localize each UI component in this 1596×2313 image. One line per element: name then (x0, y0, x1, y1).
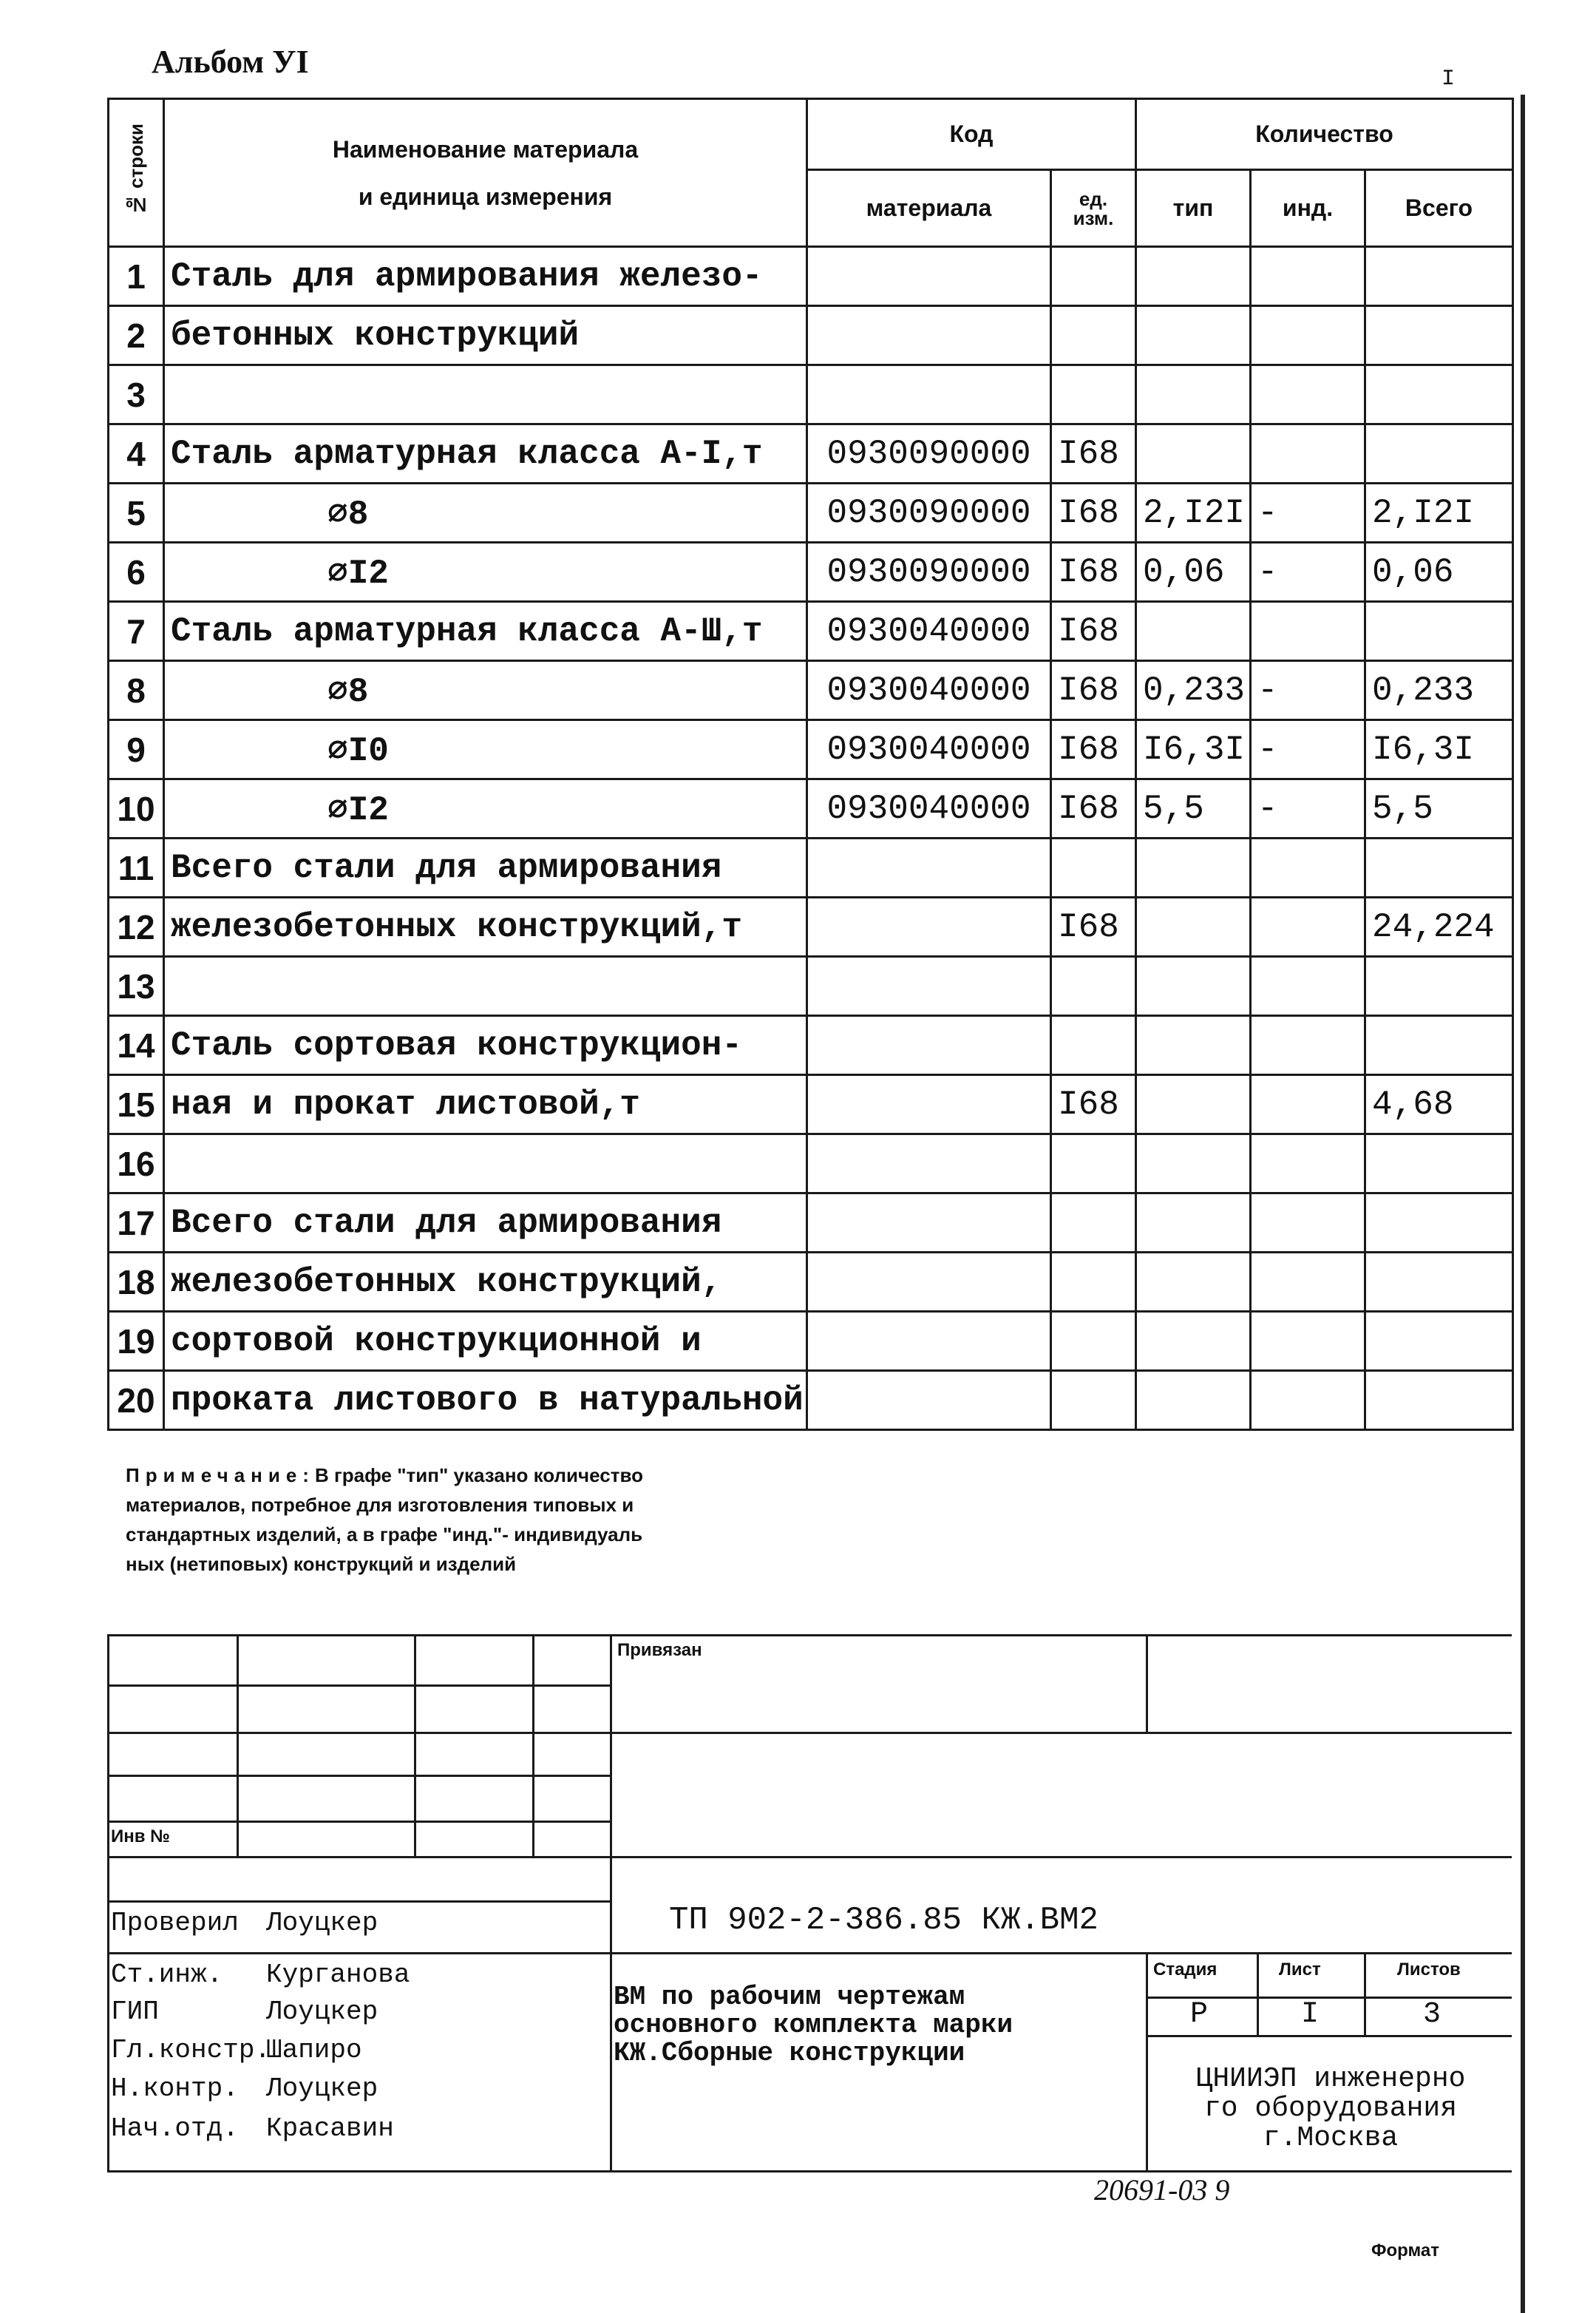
qty-ind: - (1251, 661, 1365, 720)
note-line-3: стандартных изделий, а в графе "инд."- индивидуаль (126, 1523, 643, 1545)
stamp-grid-line (107, 1900, 610, 1903)
material-code (807, 1193, 1051, 1253)
qty-typ: 0,233 (1136, 661, 1251, 720)
name-header: Наименование материала и единица измерения (164, 99, 807, 247)
qty-typ (1136, 1371, 1251, 1430)
qty-typ (1136, 1134, 1251, 1193)
material-name: Сталь арматурная класса А-I,т (164, 424, 807, 484)
qty-total (1365, 306, 1513, 365)
material-code: 0930040000 (807, 779, 1051, 839)
qty-ind (1251, 306, 1365, 365)
qty-total (1365, 1371, 1513, 1430)
material-code (807, 839, 1051, 898)
stamp-grid-line (107, 1821, 610, 1823)
table-row (109, 484, 1513, 543)
material-code (807, 1371, 1051, 1430)
format-label: Формат (1371, 2241, 1440, 2260)
unit-code: I68 (1051, 779, 1136, 839)
table-row (109, 898, 1513, 957)
page-mark: I (1442, 67, 1456, 92)
qty-total (1365, 1016, 1513, 1075)
signature-name: Шапиро (266, 2035, 362, 2065)
material-name: Всего стали для армирования (164, 1193, 807, 1253)
qty-ind: - (1251, 779, 1365, 839)
row-number: 19 (109, 1312, 164, 1371)
row-number: 18 (109, 1253, 164, 1312)
material-code: 0930090000 (807, 424, 1051, 484)
code-header: Код (807, 99, 1136, 170)
qty-total: 2,I2I (1365, 484, 1513, 543)
album-label: Альбом УI (152, 44, 309, 80)
stamp-top-line (107, 1634, 1512, 1636)
table-row (109, 1253, 1513, 1312)
qty-total (1365, 247, 1513, 306)
signature-name: Лоуцкер (266, 1997, 378, 2027)
material-code: 0930090000 (807, 543, 1051, 602)
sheets-value: 3 (1423, 1998, 1442, 2031)
material-name: Всего стали для армирования (164, 839, 807, 898)
stamp-grid-line (107, 1732, 1512, 1734)
qty-typ (1136, 1075, 1251, 1134)
unit-code (1051, 957, 1136, 1016)
stamp-grid-line (414, 1634, 416, 1856)
row-number: 3 (109, 365, 164, 424)
sheet-label: Лист (1279, 1960, 1321, 1980)
qty-typ (1136, 1193, 1251, 1253)
table-row (109, 543, 1513, 602)
material-code: 0930090000 (807, 484, 1051, 543)
signature-name: Курганова (266, 1960, 410, 1990)
stage-label: Стадия (1153, 1960, 1218, 1980)
material-name: ∅I2 (164, 543, 807, 602)
qty-ind (1251, 1371, 1365, 1430)
qty-typ (1136, 247, 1251, 306)
qty-typ (1136, 957, 1251, 1016)
material-code: 0930040000 (807, 602, 1051, 661)
row-number: 12 (109, 898, 164, 957)
qty-ind: - (1251, 543, 1365, 602)
unit-code: I68 (1051, 661, 1136, 720)
unit-code: I68 (1051, 720, 1136, 779)
unit-code (1051, 839, 1136, 898)
signature-name: Лоуцкер (266, 2073, 378, 2104)
row-number: 10 (109, 779, 164, 839)
unit-code: I68 (1051, 898, 1136, 957)
note-line-1: В графе "тип" указано количество (314, 1464, 643, 1486)
qty-ind (1251, 1134, 1365, 1193)
material-name (164, 365, 807, 424)
unit-code (1051, 306, 1136, 365)
qty-ind (1251, 1016, 1365, 1075)
material-code (807, 365, 1051, 424)
material-name (164, 1134, 807, 1193)
stamp-grid-line (1146, 1634, 1148, 1732)
material-name: Сталь для армирования железо- (164, 247, 807, 306)
material-name: ∅8 (164, 661, 807, 720)
qty-ind (1251, 424, 1365, 484)
table-row (109, 424, 1513, 484)
unit-code (1051, 247, 1136, 306)
row-number: 6 (109, 543, 164, 602)
org-line-2: го оборудования (1203, 2093, 1458, 2124)
row-number: 8 (109, 661, 164, 720)
stamp-grid-line (532, 1634, 534, 1856)
qty-ind (1251, 365, 1365, 424)
qty-ind (1251, 839, 1365, 898)
material-code: 0930040000 (807, 720, 1051, 779)
code-material-header: материала (807, 170, 1051, 247)
material-name: бетонных конструкций (164, 306, 807, 365)
table-row (109, 1193, 1513, 1253)
signature-role: Проверил (111, 1908, 239, 1938)
qty-ind (1251, 1075, 1365, 1134)
signature-name: Красавин (266, 2113, 394, 2144)
stamp-grid-line (107, 1856, 1512, 1858)
material-code (807, 1134, 1051, 1193)
note-line-4: ных (нетиповых) конструкций и изделий (126, 1553, 517, 1575)
code-unit-header: ед. изм. (1051, 170, 1136, 247)
unit-code: I68 (1051, 484, 1136, 543)
unit-code (1051, 1016, 1136, 1075)
qty-typ (1136, 898, 1251, 957)
privyazan-label: Привязан (617, 1640, 702, 1660)
stamp-bottom-line (107, 2170, 1512, 2173)
qty-ind (1251, 1253, 1365, 1312)
material-code (807, 957, 1051, 1016)
table-row (109, 661, 1513, 720)
material-name: ная и прокат листовой,т (164, 1075, 807, 1134)
qty-total (1365, 602, 1513, 661)
table-row (109, 720, 1513, 779)
table-row (109, 306, 1513, 365)
material-code: 0930040000 (807, 661, 1051, 720)
qty-total (1365, 957, 1513, 1016)
qty-total: I6,3I (1365, 720, 1513, 779)
signature-role: Ст.инж. (111, 1960, 223, 1990)
material-code (807, 1253, 1051, 1312)
title-line-1: ВМ по рабочим чертежам (614, 1982, 965, 2012)
qty-typ: 0,06 (1136, 543, 1251, 602)
material-name: проката листового в натуральной (164, 1371, 807, 1430)
qty-total (1365, 365, 1513, 424)
stamp-grid-line (237, 1634, 239, 1856)
qty-total: 5,5 (1365, 779, 1513, 839)
qty-total-header: Всего (1365, 170, 1513, 247)
unit-code: I68 (1051, 1075, 1136, 1134)
qty-total: 24,224 (1365, 898, 1513, 957)
signature-role: Гл.констр. (111, 2035, 271, 2065)
org-line-1: ЦНИИЭП инженерно (1195, 2063, 1466, 2095)
qty-ind (1251, 602, 1365, 661)
title-line-3: КЖ.Сборные конструкции (614, 2038, 965, 2068)
qty-total (1365, 1193, 1513, 1253)
qty-total (1365, 1253, 1513, 1312)
row-number: 15 (109, 1075, 164, 1134)
row-number: 4 (109, 424, 164, 484)
unit-code (1051, 365, 1136, 424)
materials-table (107, 98, 1514, 1431)
stamp-grid-line (1257, 1952, 1259, 2035)
qty-total: 0,233 (1365, 661, 1513, 720)
qty-typ-header: тип (1136, 170, 1251, 247)
sheets-label: Листов (1397, 1960, 1461, 1980)
material-name: Сталь сортовая конструкцион- (164, 1016, 807, 1075)
archive-number: 20691-03 9 (1094, 2173, 1230, 2207)
unit-code: I68 (1051, 424, 1136, 484)
row-number: 11 (109, 839, 164, 898)
qty-ind (1251, 247, 1365, 306)
row-number: 2 (109, 306, 164, 365)
material-name: сортовой конструкционной и (164, 1312, 807, 1371)
qty-total: 4,68 (1365, 1075, 1513, 1134)
inv-number-label: Инв № (111, 1826, 170, 1846)
table-row (109, 1016, 1513, 1075)
qty-ind (1251, 1312, 1365, 1371)
qty-total (1365, 424, 1513, 484)
material-code (807, 306, 1051, 365)
row-number: 5 (109, 484, 164, 543)
qty-ind (1251, 1193, 1365, 1253)
row-number: 14 (109, 1016, 164, 1075)
note-title: Примечание: (126, 1464, 315, 1486)
qty-ind (1251, 898, 1365, 957)
row-number: 9 (109, 720, 164, 779)
note-block (126, 1460, 1161, 1579)
qty-typ (1136, 365, 1251, 424)
document-title (614, 1983, 1013, 2068)
stamp-grid-line (1146, 2035, 1512, 2037)
unit-code (1051, 1253, 1136, 1312)
qty-typ (1136, 602, 1251, 661)
material-code (807, 1312, 1051, 1371)
row-number: 16 (109, 1134, 164, 1193)
unit-code (1051, 1312, 1136, 1371)
table-row (109, 1134, 1513, 1193)
material-name (164, 957, 807, 1016)
org-line-3: г.Москва (1263, 2122, 1399, 2154)
stamp-grid-line (107, 1634, 109, 2170)
qty-typ: 2,I2I (1136, 484, 1251, 543)
unit-code (1051, 1134, 1136, 1193)
row-number: 7 (109, 602, 164, 661)
table-row (109, 957, 1513, 1016)
table-row (109, 1075, 1513, 1134)
unit-code: I68 (1051, 543, 1136, 602)
unit-code: I68 (1051, 602, 1136, 661)
table-row (109, 1312, 1513, 1371)
row-number: 20 (109, 1371, 164, 1430)
table-row (109, 779, 1513, 839)
quantity-header: Количество (1136, 99, 1513, 170)
row-number: 13 (109, 957, 164, 1016)
qty-total (1365, 1312, 1513, 1371)
qty-typ (1136, 1016, 1251, 1075)
material-code (807, 1075, 1051, 1134)
material-name: железобетонных конструкций, (164, 1253, 807, 1312)
qty-typ: I6,3I (1136, 720, 1251, 779)
stamp-grid-line (1364, 1952, 1366, 2035)
table-row (109, 839, 1513, 898)
qty-typ (1136, 306, 1251, 365)
row-number: 17 (109, 1193, 164, 1253)
document-number: ТП 902-2-386.85 КЖ.ВМ2 (669, 1902, 1098, 1939)
material-code (807, 898, 1051, 957)
qty-ind-header: инд. (1251, 170, 1365, 247)
stamp-grid-line (610, 1634, 612, 2170)
stage-value: Р (1190, 1998, 1209, 2031)
qty-typ (1136, 1312, 1251, 1371)
signature-role: ГИП (111, 1997, 159, 2027)
signature-role: Н.контр. (111, 2073, 239, 2104)
table-row (109, 365, 1513, 424)
material-name: Сталь арматурная класса А-Ш,т (164, 602, 807, 661)
signature-role: Нач.отд. (111, 2113, 239, 2144)
sheet-value: I (1301, 1998, 1320, 2031)
qty-typ: 5,5 (1136, 779, 1251, 839)
stamp-grid-line (1146, 1952, 1148, 2170)
organization (1157, 2065, 1504, 2153)
qty-total (1365, 839, 1513, 898)
row-number-header: № строки (109, 99, 164, 247)
table-row (109, 247, 1513, 306)
stamp-grid-line (107, 1684, 610, 1687)
signature-name: Лоуцкер (266, 1908, 378, 1938)
qty-total (1365, 1134, 1513, 1193)
qty-typ (1136, 424, 1251, 484)
table-row (109, 1371, 1513, 1430)
material-name: ∅8 (164, 484, 807, 543)
stamp-grid-line (107, 1775, 610, 1777)
material-name: ∅I0 (164, 720, 807, 779)
material-code (807, 1016, 1051, 1075)
qty-typ (1136, 839, 1251, 898)
qty-typ (1136, 1253, 1251, 1312)
qty-ind: - (1251, 484, 1365, 543)
table-row (109, 602, 1513, 661)
table-body (109, 247, 1513, 1430)
qty-ind: - (1251, 720, 1365, 779)
material-name: ∅I2 (164, 779, 807, 839)
row-number: 1 (109, 247, 164, 306)
stamp-grid-line (107, 1952, 1512, 1954)
unit-code (1051, 1371, 1136, 1430)
unit-code (1051, 1193, 1136, 1253)
material-name: железобетонных конструкций,т (164, 898, 807, 957)
qty-total: 0,06 (1365, 543, 1513, 602)
title-line-2: основного комплекта марки (614, 2010, 1013, 2040)
material-code (807, 247, 1051, 306)
note-line-2: материалов, потребное для изготовления типовых и (126, 1494, 634, 1516)
qty-ind (1251, 957, 1365, 1016)
